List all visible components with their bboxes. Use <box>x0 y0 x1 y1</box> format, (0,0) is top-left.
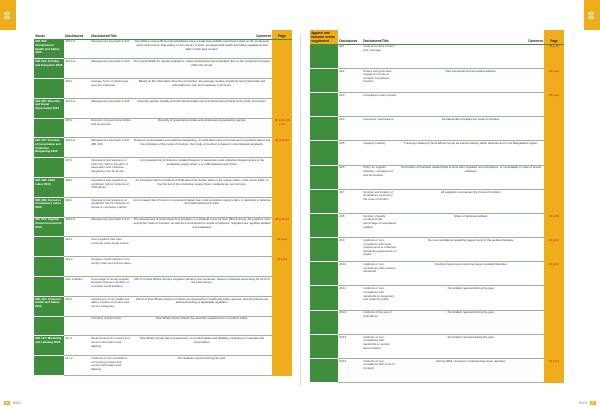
disclosure-title-cell: Management Approach & 403 <box>90 39 132 59</box>
disclosure-code-cell: AF3 <box>338 92 362 116</box>
comment-cell: An increased risk for incidents of child labour lies further down in the supply chain, in the cotton fields. In the first tier of the production supply chain, incidents are not common. <box>132 178 272 198</box>
disclosure-code-cell: 408-1 <box>64 178 90 198</box>
disclosure-title-cell: Number of audits conducted and percentage of workplaces audited <box>362 213 398 237</box>
disclosure-code-cell: 409-1 <box>64 197 90 217</box>
table-row <box>34 197 292 217</box>
disclosure-title-cell: Incidents of the use of child labour <box>362 310 398 334</box>
section-cell <box>310 165 338 189</box>
page-ref-cell: 32 p.24 <box>272 257 292 277</box>
page-ref-cell: 26 p.20 <box>544 68 564 92</box>
comment-cell <box>132 237 272 257</box>
page-ref-cell: 26 p.20 <box>544 92 564 116</box>
table-row <box>310 68 564 92</box>
table-row <box>310 165 564 189</box>
section-cell <box>310 310 338 334</box>
table-header-row <box>34 30 292 39</box>
page-ref-cell <box>272 98 292 118</box>
page-gutter <box>300 34 301 386</box>
header-page: Page <box>272 30 292 39</box>
page-ref-cell: 32 p.24 <box>272 237 292 257</box>
disclosure-code-cell: AF11 <box>338 286 362 310</box>
page-ref-cell: 32 p.24 <box>544 262 564 286</box>
table-row <box>34 59 292 79</box>
page-ref-cell <box>544 310 564 334</box>
disclosure-code-cell: AF12 <box>338 310 362 334</box>
table-row <box>310 359 564 383</box>
header-title: Disclosures/Title <box>362 30 398 44</box>
disclosure-code-cell: AF8 <box>338 213 362 237</box>
page-ref-cell <box>272 79 292 99</box>
section-cell <box>310 189 338 213</box>
comment-cell: No incident reported during the year. <box>398 310 544 334</box>
disclosure-code-cell: AF2 <box>338 68 362 92</box>
disclosure-code-cell: 417-2 <box>64 356 90 376</box>
disclosure-code-cell: Own indicator <box>64 277 90 297</box>
page-ref-cell <box>544 165 564 189</box>
comment-cell: The assessment of social aspects of suppliers is a strategic issue for Now Where Group. All suppliers must accept the Code of Conduct, as well as a commitment to social compliance. Suppliers are regularly audited and evaluated. <box>132 217 272 237</box>
section-cell <box>34 118 64 138</box>
disclosure-code-cell: 103-1/2 <box>64 98 90 118</box>
disclosure-title-cell: Average hours of training per year per employee <box>90 79 132 99</box>
comment-cell: No incident reported during the year. <box>398 286 544 310</box>
disclosure-title-cell: Requirements for product and service information and labeling <box>90 336 132 356</box>
comment-cell: All suppliers must accept the Code of Conduct. <box>398 189 544 213</box>
disclosure-code-cell: 416-1 <box>64 296 90 316</box>
comment-cell: Fundamental principles are Code of Conduct. <box>398 117 544 141</box>
comment-cell: An increased risk of limited or violated freedom of association and collective bargaining lies in the production supply chain; e.g. in Bangladesh and China. <box>132 158 272 178</box>
table-row <box>34 79 292 99</box>
page-ref-cell <box>272 356 292 376</box>
page-ref-cell <box>544 286 564 310</box>
comment-cell: Own personnel and accredited auditors. <box>398 68 544 92</box>
section-cell <box>310 92 338 116</box>
table-row <box>34 257 292 277</box>
page-ref-cell: 36 p.26-27 <box>272 217 292 237</box>
disclosure-title-cell: Number and location of workplaces covered by the code of conduct <box>362 189 398 213</box>
page-ref-cell <box>544 117 564 141</box>
comment-cell: Diversity of governance bodies and employees presented by gender. <box>132 118 272 138</box>
section-cell: GRI 408: Child Labor 2016 <box>34 178 64 198</box>
table-row <box>34 39 292 59</box>
disclosure-code-cell: AF4 <box>338 117 362 141</box>
disclosure-code-cell: AF13 <box>338 334 362 358</box>
table-row <box>34 158 292 178</box>
table-row <box>310 310 564 334</box>
disclosure-title-cell: Compliance audit process <box>362 92 398 116</box>
header-comment: Comment <box>398 30 544 44</box>
disclosure-title-cell: Capacity building <box>362 141 398 165</box>
table-row <box>310 141 564 165</box>
comment-cell: No non-compliance regarding wages found in the audited factories. <box>398 238 544 262</box>
disclosure-title-cell: Incidents of non-compliance with Code of Conduct <box>362 359 398 383</box>
comment-cell: Freedom of association and collective bargaining, no child labour and no forced and compulsory labour are the principles of the Code of Conduct. Our Code of Conduct is based on international standards. <box>132 138 272 158</box>
page-ref-cell <box>272 296 292 316</box>
table-row <box>34 178 292 198</box>
section-cell: GRI 414: Supplier Social Assessment 2016 <box>34 217 64 237</box>
disclosure-title-cell: Incidents of non-compliance with standards on gender discrimination <box>362 334 398 358</box>
table-row <box>34 98 292 118</box>
section-cell <box>34 257 64 277</box>
comment-cell: Trainings initiated by Now Where Group as well as training within factories and in the Bangladesh region. <box>398 141 544 165</box>
table-row <box>34 138 292 158</box>
table-row <box>310 334 564 358</box>
disclosure-title-cell: New suppliers that were screened using social criteria <box>90 237 132 257</box>
disclosure-code-cell: AF1 <box>338 44 362 68</box>
disclosure-title-cell: Management Approach & 404 <box>90 59 132 79</box>
disclosure-title-cell: Management Approach & 405 <box>90 98 132 118</box>
table-row <box>34 237 292 257</box>
disclosure-title-cell: Operations and suppliers at significant risk for incidents of child labour <box>90 178 132 198</box>
disclosure-code-cell: 407-1 <box>64 158 90 178</box>
comment-cell: No incident reported during the year. <box>398 334 544 358</box>
page-ref-cell <box>272 158 292 178</box>
table-header-row <box>310 30 564 44</box>
table-row <box>310 262 564 286</box>
page-ref-cell: 32 p.24 <box>544 238 564 262</box>
disclosure-title-cell: Grievance mechanisms <box>362 117 398 141</box>
table-row <box>310 92 564 116</box>
disclosure-code-cell: AF5 <box>338 141 362 165</box>
footer-doc-name: NWG <box>578 401 588 405</box>
page-ref-cell <box>272 178 292 198</box>
table-row <box>34 356 292 376</box>
disclosure-code-cell: AF6 <box>338 165 362 189</box>
page-number: 57 <box>591 401 595 405</box>
table-row <box>34 118 292 138</box>
section-cell: GRI 416: Customer Health and Safety 2016 <box>34 296 64 316</box>
footer-doc-name: NWG <box>12 401 22 405</box>
disclosure-title-cell: Management Approach & 414 <box>90 217 132 237</box>
section-cell <box>310 334 338 358</box>
page-ref-cell <box>544 189 564 213</box>
disclosure-title-cell: Incidents of non-compliance with legal requirements or collective bargaining agreements on wages <box>362 238 398 262</box>
comment-cell: Now Where Group AB and all subsidiaries have a legal responsibility and direct impact on the employees' work environment. Depending on the country of work, we adopt local health and safety regulations and laws in their best context. <box>132 39 272 59</box>
table-row <box>310 117 564 141</box>
disclosure-title-cell: Voluntary requirements <box>90 316 132 336</box>
disclosure-code-cell: 103-1/2 <box>64 39 90 59</box>
comment-cell: No incidents reported during the year. <box>132 356 272 376</box>
comment-cell: Diversity, gender equality and anti-discrimination are a fundamental principle of the Code of Conduct. <box>132 98 272 118</box>
disclosure-code-cell: 404-1 <box>64 79 90 99</box>
disclosure-title-cell: Operations and suppliers in which the right to freedom of association and collective bargaining may be at risk <box>90 158 132 178</box>
disclosure-title-cell: Policy for supplier selection, management and termination <box>362 165 398 189</box>
disclosure-code-cell: 103-1/2 <box>64 138 90 158</box>
chapter-tab-left <box>0 0 16 30</box>
table-row <box>310 286 564 310</box>
disclosure-title-cell: Management Approach & 407, 408, 409 <box>90 138 132 158</box>
comment-cell: The responsibility for regular evaluation, career development and education lies on the respective company within the Group. <box>132 59 272 79</box>
disclosure-code-cell: 103-1/2 <box>64 59 90 79</box>
header-page: Page <box>544 30 564 44</box>
section-cell <box>310 117 338 141</box>
comment-cell <box>398 92 544 116</box>
disclosure-code-cell: 414-1 <box>64 237 90 257</box>
disclosure-code-cell: 405-1 <box>64 118 90 138</box>
page-ref-cell <box>272 197 292 217</box>
section-cell <box>34 277 64 297</box>
comment-cell: An increased risk of forced or compulsory labour lies in the production supply chain, in particular in factories and subcontractors in Asia. <box>132 197 272 217</box>
disclosure-code-cell: 414-2 <box>64 257 90 277</box>
page-ref-cell: 26 p.20 <box>544 44 564 68</box>
table-row <box>310 213 564 237</box>
table-row <box>310 238 564 262</box>
table-row <box>34 277 292 297</box>
disclosure-code-cell: AF7 <box>338 189 362 213</box>
header-comment: Comment <box>132 30 272 39</box>
page-ref-cell <box>544 141 564 165</box>
disclosure-code-cell: AF14 <box>338 359 362 383</box>
section-cell <box>310 359 338 383</box>
page-number: 56 <box>5 401 9 405</box>
page-ref-cell: 30 p.34, 66 p.44 <box>272 118 292 138</box>
page-ref-cell <box>272 39 292 59</box>
section-cell: GRI 417: Marketing and Labeling 2016 <box>34 336 64 356</box>
table-row <box>310 189 564 213</box>
section-cell <box>310 262 338 286</box>
page-ref-cell <box>272 59 292 79</box>
header-disclosures: Disclosures <box>338 30 362 44</box>
section-cell <box>34 237 64 257</box>
disclosure-title-cell: Parties and personnel engaged in Code of Conduct compliance function <box>362 68 398 92</box>
comment-cell: 100 % of Now Where Group's products are assessed for health and safety aspects, and all products are tested according to applicable regulation. <box>132 296 272 316</box>
gri-index-table-left <box>34 30 292 376</box>
section-cell <box>310 213 338 237</box>
disclosure-title-cell: Incidents of non-compliance concerning product and service information and labeling <box>90 356 132 376</box>
disclosure-title-cell: Diversity of governance bodies and employees <box>90 118 132 138</box>
comment-cell: Now Where Group follows the voluntary requirements on product safety. <box>132 316 272 336</box>
table-row <box>34 336 292 356</box>
comment-cell: Now Where Group has a requirement: on product labels and labelling, including for materials and composition. <box>132 336 272 356</box>
comment-cell: 100 % of Now Where Group's suppliers (all tiers) are monitored, based on factories accounting for 90 % of the total volume. <box>132 277 272 297</box>
page-ref-cell: 30 p.25 <box>544 213 564 237</box>
footer-right <box>579 401 596 405</box>
section-cell <box>310 44 338 68</box>
section-cell <box>310 238 338 262</box>
disclosure-code-cell <box>64 316 90 336</box>
section-cell <box>34 79 64 99</box>
disclosure-code-cell: AF10 <box>338 262 362 286</box>
disclosure-title-cell: Code of conduct content and coverage <box>362 44 398 68</box>
comment-cell: Based on the information from the companies, the average number of training hours (internally and externally) per year and employee is 12 hours. <box>132 79 272 99</box>
chapter-number: 05 <box>588 11 596 19</box>
disclosure-title-cell: Incidents of non-compliance with overtime standards <box>362 262 398 286</box>
comment-cell: Termination of business relationships is done after repeated non-compliance, or immediately in case of severe violations. <box>398 165 544 189</box>
disclosure-title-cell: Incidents of non-compliance with standards on pregnancy and maternity rights <box>362 286 398 310</box>
section-cell <box>310 141 338 165</box>
table-row <box>34 296 292 316</box>
table-row <box>34 217 292 237</box>
section-cell: GRI 404: Training and Education 2016 <box>34 59 64 79</box>
gri-index-table-right <box>310 30 564 383</box>
disclosure-title-cell: Assessment of the health and safety impacts of product and service categories <box>90 296 132 316</box>
page-ref-cell <box>272 336 292 356</box>
section-cell: GRI 403: Occupational Health and Safety 2016 <box>34 39 64 59</box>
footer-left <box>4 401 21 405</box>
comment-cell <box>132 257 272 277</box>
section-cell <box>34 158 64 178</box>
disclosure-code-cell: 103-1/2 <box>64 217 90 237</box>
disclosure-title-cell: Percentage of Group supplier factories that are members of a verified social initiative <box>90 277 132 297</box>
section-cell: GRI 409: Forced or Compulsory Labor 2016 <box>34 197 64 217</box>
page-ref-cell: 36 p.26-27 <box>272 138 292 158</box>
table-row <box>34 316 292 336</box>
page-ref-cell <box>272 277 292 297</box>
section-cell <box>34 356 64 376</box>
page-ref-cell: 32 p.24 <box>544 359 564 383</box>
section-cell <box>34 316 64 336</box>
disclosure-title-cell: Negative social impacts in the supply chain and actions taken <box>90 257 132 277</box>
header-title: Disclosures/Title <box>90 30 132 39</box>
section-cell <box>310 286 338 310</box>
chapter-number: 05 <box>4 11 12 19</box>
disclosure-code-cell: AF9 <box>338 238 362 262</box>
section-cell <box>310 68 338 92</box>
comment-cell: During 2019, no severe incidents have been reported. <box>398 359 544 383</box>
comment-cell: Share of factories audited. <box>398 213 544 237</box>
chapter-tab-right <box>584 0 600 30</box>
disclosure-code-cell: 417-1 <box>64 336 90 356</box>
table-row <box>310 44 564 68</box>
section-cell: GRI 405: Diversity and Equal Opportunity 2016 <box>34 98 64 118</box>
comment-cell: Overtime hours are a recurring issue in audited factories. <box>398 262 544 286</box>
section-cell: GRI 407: Freedom of Association and Collective Bargaining 2016 <box>34 138 64 158</box>
header-sector-supplement: Apparel and footwear sector supplement <box>310 30 338 44</box>
disclosure-title-cell: Operations and suppliers at significant risk for incidents of forced or compulsory labour <box>90 197 132 217</box>
header-social: Social <box>34 30 64 39</box>
page-ref-cell <box>272 316 292 336</box>
comment-cell <box>398 44 544 68</box>
header-disclosures: Disclosures <box>64 30 90 39</box>
page-ref-cell <box>544 334 564 358</box>
